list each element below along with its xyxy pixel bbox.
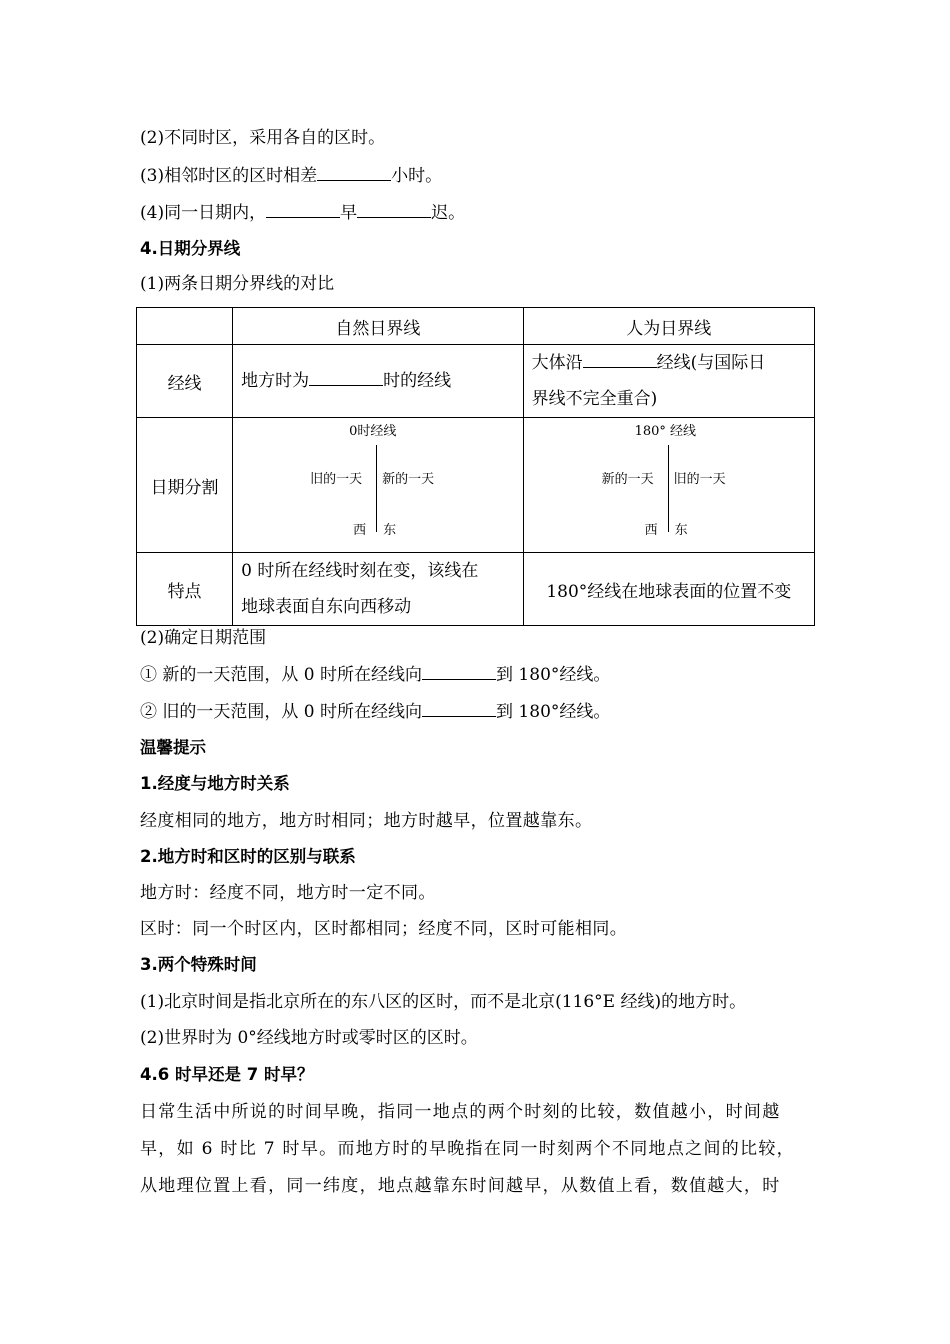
text-line: (2)不同时区，采用各自的区时。 (140, 128, 386, 148)
tip-body: 早，如 6 时比 7 时早。而地方时的早晚指在同一时刻两个不同地点之间的比较， (140, 1139, 795, 1159)
fill-blank[interactable] (357, 200, 431, 218)
tip-body: (2)世界时为 0°经线地方时或零时区的区时。 (140, 1028, 478, 1048)
table-cell: 0 时所在经线时刻在变，该线在 地球表面自东向西移动 (233, 553, 523, 626)
diagram-right-label: 新的一天 (382, 472, 435, 487)
fill-blank[interactable] (583, 350, 657, 368)
row-label: 特点 (137, 553, 233, 626)
table-cell: 地方时为 时的经线 (233, 345, 523, 418)
tip-body: 经度相同的地方，地方时相同；地方时越早，位置越靠东。 (140, 811, 593, 831)
table-header-natural: 自然日界线 (233, 308, 523, 345)
subsection-title: (2)确定日期范围 (140, 628, 267, 648)
comparison-table (136, 307, 815, 626)
diagram-left-label: 旧的一天 (310, 472, 363, 487)
text-line: ② 旧的一天范围，从 0 时所在经线向 到 180°经线。 (140, 699, 610, 724)
tip-body: 地方时：经度不同，地方时一定不同。 (140, 883, 436, 903)
fill-blank[interactable] (317, 163, 391, 181)
diagram-top-label: 180° 经线 (634, 424, 697, 439)
row-label: 经线 (137, 345, 233, 418)
meridian-line (376, 445, 377, 532)
diagram-right-label: 旧的一天 (673, 472, 726, 487)
diagram-west-label: 西 (353, 523, 367, 538)
table-header-row (137, 308, 815, 345)
tip-body: 从地理位置上看，同一纬度，地点越靠东时间越早，从数值上看，数值越大，时 (140, 1176, 781, 1196)
text-line: (3)相邻时区的区时相差 小时。 (140, 163, 442, 188)
tip-body: 区时：同一个时区内，区时都相同；经度不同，区时可能相同。 (140, 919, 628, 939)
table-corner-cell (137, 308, 233, 345)
fill-blank[interactable] (422, 662, 496, 680)
meridian-line (668, 445, 669, 532)
date-line-diagram (233, 418, 522, 552)
tip-body: (1)北京时间是指北京所在的东八区的区时，而不是北京(116°E 经线)的地方时。 (140, 992, 747, 1012)
fill-blank[interactable] (422, 699, 496, 717)
subsection-title: (1)两条日期分界线的对比 (140, 274, 335, 294)
diagram-west-label: 西 (644, 523, 658, 538)
tip-heading: 4.6 时早还是 7 时早？ (140, 1065, 314, 1084)
tip-body: 日常生活中所说的时间早晚，指同一地点的两个时刻的比较，数值越小，时间越 (140, 1102, 781, 1122)
table-header-artificial: 人为日界线 (523, 308, 814, 345)
table-cell: 180°经线在地球表面的位置不变 (523, 553, 814, 626)
section-heading: 4.日期分界线 (140, 239, 241, 258)
date-line-diagram (524, 418, 814, 552)
diagram-east-label: 东 (674, 523, 688, 538)
table-row-longitude (137, 345, 815, 418)
text-line: (4)同一日期内， 早 迟。 (140, 200, 465, 225)
tip-heading: 1.经度与地方时关系 (140, 774, 290, 793)
tips-heading: 温馨提示 (140, 738, 206, 757)
table-row-feature (137, 553, 815, 626)
fill-blank[interactable] (309, 368, 383, 386)
natural-diagram-cell (233, 418, 523, 553)
fill-blank[interactable] (266, 200, 340, 218)
tip-heading: 3.两个特殊时间 (140, 955, 257, 974)
diagram-east-label: 东 (383, 523, 397, 538)
text-line: ① 新的一天范围，从 0 时所在经线向 到 180°经线。 (140, 662, 610, 687)
row-label: 日期分割 (137, 418, 233, 553)
table-cell: 大体沿 经线(与国际日 界线不完全重合) (523, 345, 814, 418)
diagram-left-label: 新的一天 (601, 472, 654, 487)
tip-heading: 2.地方时和区时的区别与联系 (140, 847, 356, 866)
diagram-top-label: 0时经线 (349, 424, 397, 439)
table-row-division (137, 418, 815, 553)
artificial-diagram-cell (523, 418, 814, 553)
